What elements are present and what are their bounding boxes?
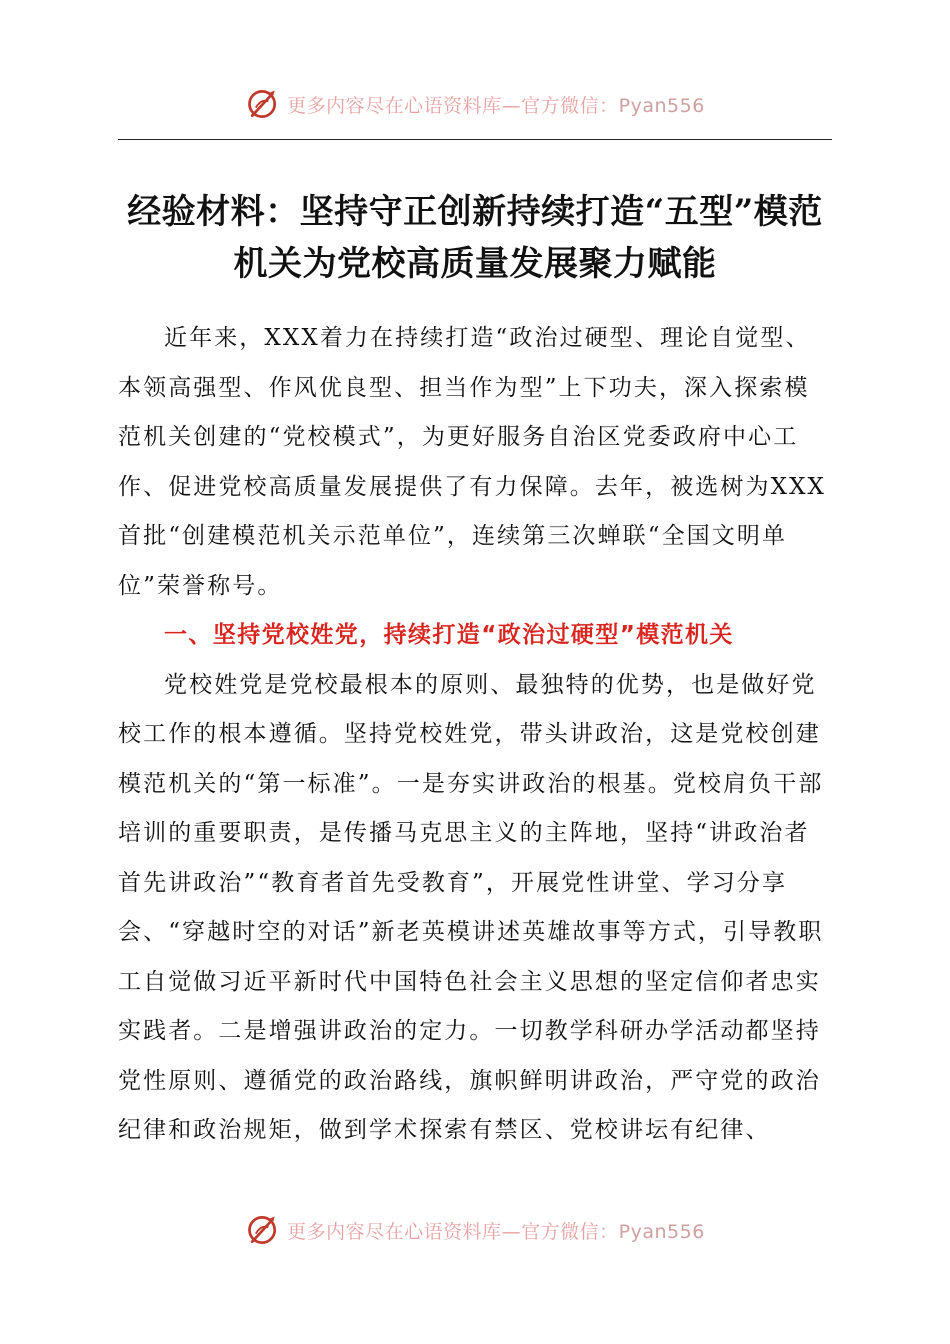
watermark-label: 更多内容尽在心语资料库—官方微信： — [287, 94, 619, 117]
wechat-id: Pyan556 — [618, 94, 705, 117]
watermark-label: 更多内容尽在心语资料库—官方微信： — [287, 1220, 619, 1243]
watermark-text — [287, 1217, 705, 1244]
pen-logo-icon — [245, 86, 281, 122]
pen-logo-icon — [245, 1212, 281, 1248]
footer-watermark — [245, 1212, 705, 1248]
wechat-id: Pyan556 — [618, 1220, 705, 1243]
footer-watermark-banner — [0, 1208, 950, 1252]
header-watermark — [245, 86, 705, 122]
paragraph-section-1: 党校姓党是党校最根本的原则、最独特的优势，也是做好党校工作的根本遵循。坚持党校姓党，带头讲政治，这是党校创建模范机关的“第一标准”。一是夯实讲政治的根基。党校肩负干部培训的重要职责，是传播马克思主义的主阵地，坚持“讲政治者首先讲政治”“教育者首先受教育”，开展党性讲堂、学习分享会、“穿越时空的对话”新老英模讲述英雄故事等方式，引导教职工自觉做习近平新时代中国特色社会主义思想的坚定信仰者忠实实践者。二是增强讲政治的定力。一切教学科研办学活动都坚持党性原则、遵循党的政治路线，旗帜鲜明讲政治，严守党的政治纪律和政治规矩，做到学术探索有禁区、党校讲坛有纪律、 — [118, 671, 824, 1143]
header-watermark-banner — [0, 82, 950, 126]
paragraph-intro: 近年来，XXX着力在持续打造“政治过硬型、理论自觉型、本领高强型、作风优良型、担当作为型”上下功夫，深入探索模范机关创建的“党校模式”，为更好服务自治区党委政府中心工作、促进党校高质量发展提供了有力保障。去年，被选树为XXX首批“创建模范机关示范单位”，连续第三次蝉联“全国文明单位”荣誉称号。 — [118, 325, 827, 599]
document-body — [118, 314, 832, 1156]
document-title: 经验材料：坚持守正创新持续打造“五型”模范机关为党校高质量发展聚力赋能 — [127, 192, 823, 284]
header-rule — [118, 139, 832, 140]
section-heading-1: 一、坚持党校姓党，持续打造“政治过硬型”模范机关 — [164, 622, 734, 648]
watermark-text — [287, 91, 705, 118]
